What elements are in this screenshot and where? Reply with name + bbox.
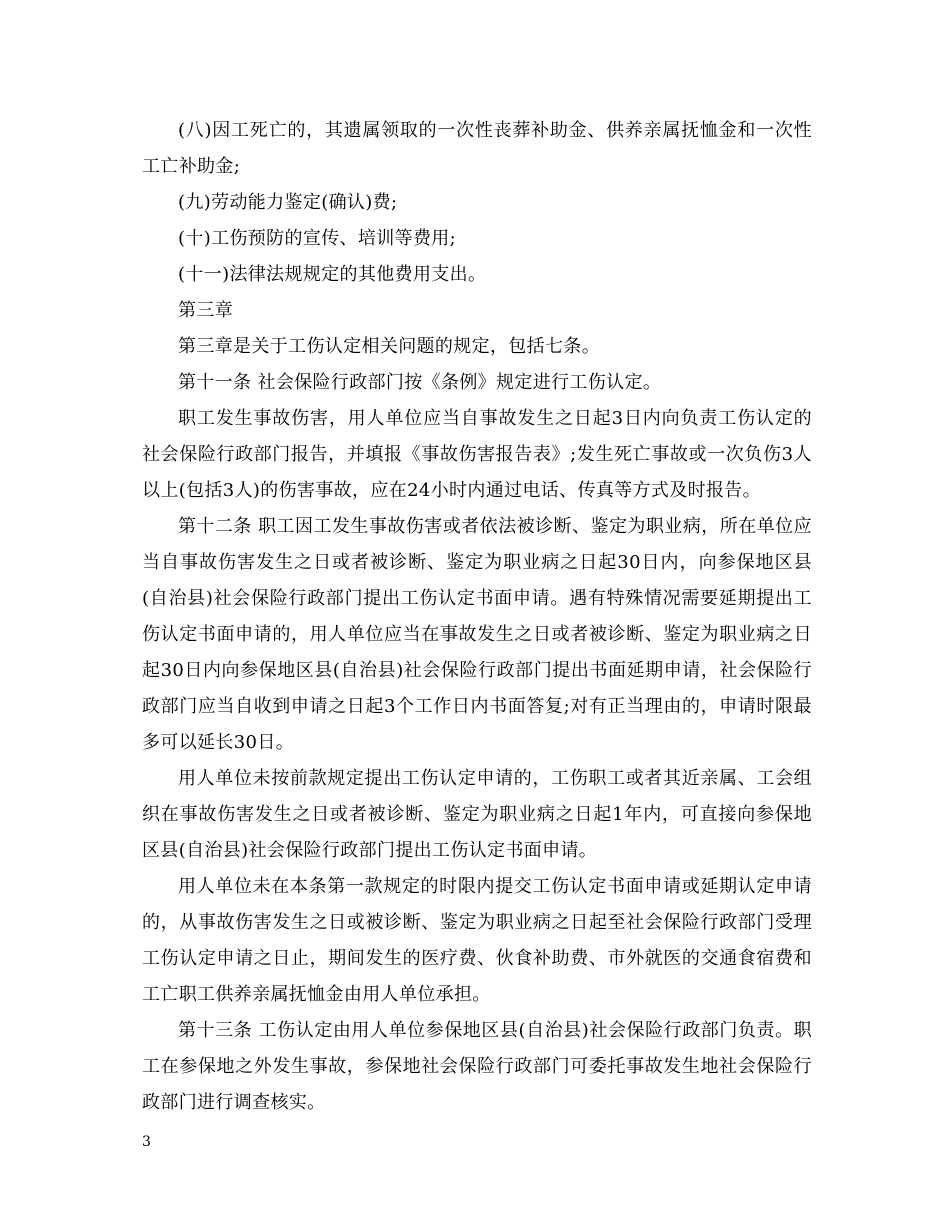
paragraph: (十)工伤预防的宣传、培训等费用; xyxy=(178,228,457,249)
article-heading-11: 第十一条 社会保险行政部门按《条例》规定进行工伤认定。 xyxy=(178,372,662,393)
paragraph: (九)劳动能力鉴定(确认)费; xyxy=(178,192,398,213)
chapter-heading: 第三章 xyxy=(178,300,234,321)
paragraph: 职工发生事故伤害，用人单位应当自事故发生之日起3日内向负责工伤认定的社会保险行政部门报告，并填报《事故伤害报告表》;发生死亡事故或一次负伤3人以上(包括3人)的伤害事故，应在24小时内通过电话、传真等方式及时报告。 xyxy=(142,408,812,501)
paragraph: (八)因工死亡的，其遗属领取的一次性丧葬补助金、供养亲属抚恤金和一次性工亡补助金; xyxy=(142,120,812,177)
document-body xyxy=(142,113,812,1121)
paragraph: (十一)法律法规规定的其他费用支出。 xyxy=(178,264,487,285)
page-number: 3 xyxy=(142,1134,151,1150)
paragraph: 用人单位未按前款规定提出工伤认定申请的，工伤职工或者其近亲属、工会组织在事故伤害发生之日或者被诊断、鉴定为职业病之日起1年内，可直接向参保地区县(自治县)社会保险行政部门提出工伤认定书面申请。 xyxy=(142,768,812,861)
article-12: 第十二条 职工因工发生事故伤害或者依法被诊断、鉴定为职业病，所在单位应当自事故伤害发生之日或者被诊断、鉴定为职业病之日起30日内，向参保地区县(自治县)社会保险行政部门提出工伤认定书面申请。遇有特殊情况需要延期提出工伤认定书面申请的，用人单位应当在事故发生之日或者被诊断、鉴定为职业病之日起30日内向参保地区县(自治县)社会保险行政部门提出书面延期申请，社会保险行政部门应当自收到申请之日起3个工作日内书面答复;对有正当理由的，申请时限最多可以延长30日。 xyxy=(142,516,812,753)
article-13: 第十三条 工伤认定由用人单位参保地区县(自治县)社会保险行政部门负责。职工在参保地之外发生事故，参保地社会保险行政部门可委托事故发生地社会保险行政部门进行调查核实。 xyxy=(142,1020,812,1113)
paragraph: 第三章是关于工伤认定相关问题的规定，包括七条。 xyxy=(178,336,601,357)
paragraph: 用人单位未在本条第一款规定的时限内提交工伤认定书面申请或延期认定申请的，从事故伤害发生之日或被诊断、鉴定为职业病之日起至社会保险行政部门受理工伤认定申请之日止，期间发生的医疗费、伙食补助费、市外就医的交通食宿费和工亡职工供养亲属抚恤金由用人单位承担。 xyxy=(142,876,812,1005)
